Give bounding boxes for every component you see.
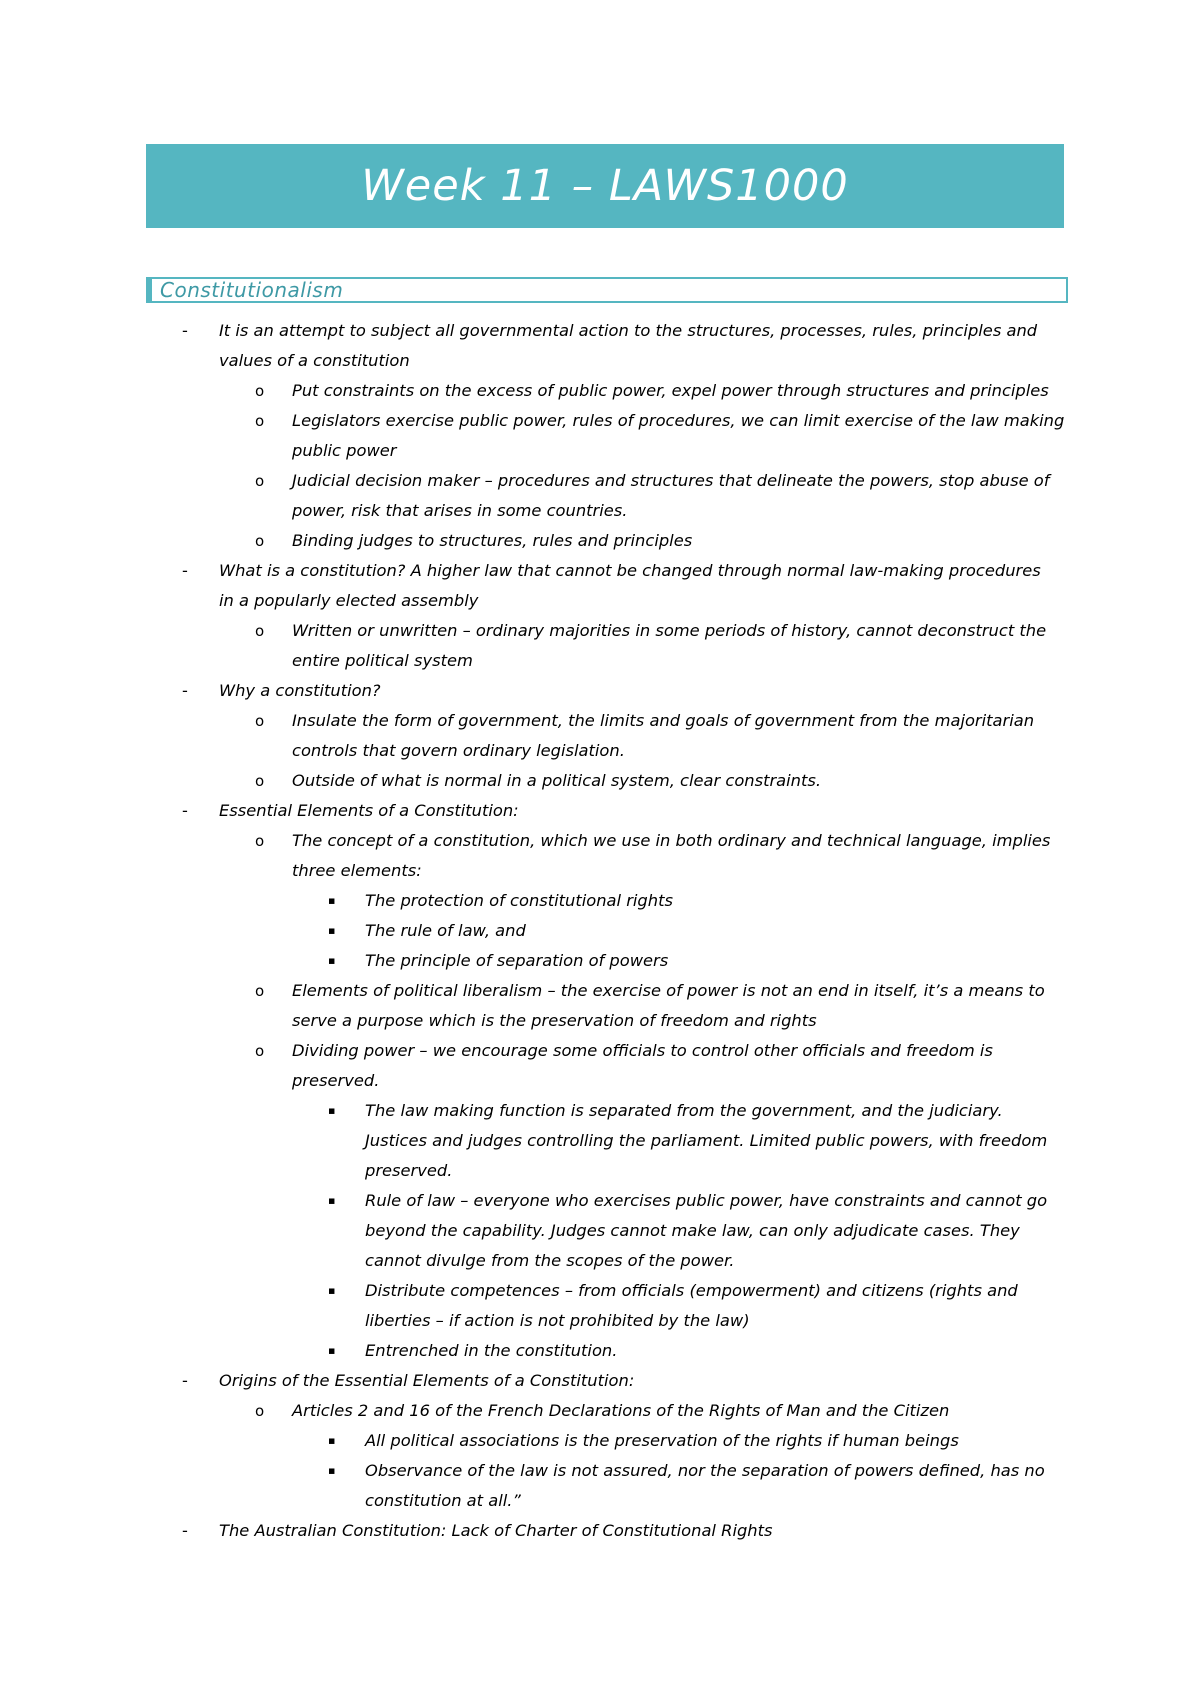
bullet-line (0, 886, 1200, 916)
bullet-text: three elements: (292, 861, 422, 880)
bullet-line (0, 316, 1200, 346)
bullet-line (0, 526, 1200, 556)
bullet-text: Why a constitution? (219, 681, 381, 700)
bullet-text: Origins of the Essential Elements of a Constitution: (219, 1371, 635, 1390)
bullet-line (0, 1306, 1200, 1336)
bullet-marker: - (182, 321, 188, 340)
bullet-marker: ▪ (328, 924, 336, 937)
bullet-text: Rule of law – everyone who exercises public power, have constraints and cannot go (365, 1191, 1048, 1210)
bullet-line (0, 1276, 1200, 1306)
bullet-text: values of a constitution (219, 351, 410, 370)
bullet-marker: o (255, 532, 265, 550)
bullet-line (0, 1366, 1200, 1396)
bullet-marker: ▪ (328, 1104, 336, 1117)
bullet-line (0, 376, 1200, 406)
bullet-marker: ▪ (328, 1194, 336, 1207)
bullet-text: Put constraints on the excess of public power, expel power through structures and principles (292, 381, 1049, 400)
bullet-text: serve a purpose which is the preservation of freedom and rights (292, 1011, 817, 1030)
bullet-line (0, 856, 1200, 886)
section-heading-text: Constitutionalism (160, 278, 344, 302)
bullet-marker: o (255, 472, 265, 490)
bullet-line (0, 616, 1200, 646)
bullet-text: cannot divulge from the scopes of the power. (365, 1251, 735, 1270)
bullet-line (0, 496, 1200, 526)
bullet-text: Articles 2 and 16 of the French Declarations of the Rights of Man and the Citizen (292, 1401, 950, 1420)
bullet-line (0, 946, 1200, 976)
bullet-line (0, 1396, 1200, 1426)
bullet-line (0, 586, 1200, 616)
section-heading (146, 277, 1068, 303)
bullet-text: Essential Elements of a Constitution: (219, 801, 519, 820)
bullet-marker: o (255, 1402, 265, 1420)
bullet-text: The principle of separation of powers (365, 951, 669, 970)
bullet-text: beyond the capability. Judges cannot make law, can only adjudicate cases. They (365, 1221, 1020, 1240)
bullet-text: entire political system (292, 651, 473, 670)
bullet-marker: o (255, 412, 265, 430)
bullet-text: Legislators exercise public power, rules of procedures, we can limit exercise of the law making (292, 411, 1065, 430)
bullet-line (0, 1066, 1200, 1096)
bullet-text: public power (292, 441, 397, 460)
bullet-line (0, 706, 1200, 736)
bullet-marker: ▪ (328, 1434, 336, 1447)
bullet-text: power, risk that arises in some countries. (292, 501, 628, 520)
bullet-line (0, 1006, 1200, 1036)
bullet-marker: ▪ (328, 1284, 336, 1297)
bullet-marker: o (255, 1042, 265, 1060)
bullet-marker: ▪ (328, 894, 336, 907)
bullet-marker: - (182, 801, 188, 820)
bullet-text: liberties – if action is not prohibited by the law) (365, 1311, 750, 1330)
bullet-text: Written or unwritten – ordinary majorities in some periods of history, cannot deconstruct the (292, 621, 1047, 640)
bullet-line (0, 646, 1200, 676)
bullet-text: Distribute competences – from officials (empowerment) and citizens (rights and (365, 1281, 1018, 1300)
bullet-marker: o (255, 712, 265, 730)
bullet-marker: o (255, 772, 265, 790)
bullet-marker: - (182, 1371, 188, 1390)
bullet-marker: - (182, 1521, 188, 1540)
bullet-marker: ▪ (328, 954, 336, 967)
bullet-text: Justices and judges controlling the parliament. Limited public powers, with freedom (365, 1131, 1048, 1150)
bullet-text: The rule of law, and (365, 921, 526, 940)
bullet-text: It is an attempt to subject all governmental action to the structures, processes, rules, principles and (219, 321, 1038, 340)
title-banner (146, 144, 1064, 228)
bullet-text: The law making function is separated from the government, and the judiciary. (365, 1101, 1003, 1120)
bullet-line (0, 556, 1200, 586)
bullet-line (0, 1336, 1200, 1366)
bullet-line (0, 1426, 1200, 1456)
bullet-text: preserved. (365, 1161, 453, 1180)
bullet-text: Dividing power – we encourage some officials to control other officials and freedom is (292, 1041, 993, 1060)
bullet-line (0, 766, 1200, 796)
bullet-marker: ▪ (328, 1344, 336, 1357)
bullet-text: The concept of a constitution, which we use in both ordinary and technical language, implies (292, 831, 1051, 850)
bullet-line (0, 1126, 1200, 1156)
bullet-text: Elements of political liberalism – the exercise of power is not an end in itself, it’s a means to (292, 981, 1045, 1000)
bullet-marker: - (182, 561, 188, 580)
bullet-line (0, 466, 1200, 496)
bullet-line (0, 1486, 1200, 1516)
bullet-text: All political associations is the preservation of the rights if human beings (365, 1431, 959, 1450)
document-body (0, 316, 1200, 1546)
bullet-line (0, 1216, 1200, 1246)
bullet-text: constitution at all.” (365, 1491, 521, 1510)
bullet-text: Judicial decision maker – procedures and structures that delineate the powers, stop abuse of (292, 471, 1050, 490)
bullet-text: Outside of what is normal in a political system, clear constraints. (292, 771, 822, 790)
bullet-marker: o (255, 622, 265, 640)
bullet-line (0, 676, 1200, 706)
bullet-text: in a popularly elected assembly (219, 591, 479, 610)
bullet-line (0, 796, 1200, 826)
bullet-marker: o (255, 382, 265, 400)
bullet-line (0, 346, 1200, 376)
bullet-text: preserved. (292, 1071, 380, 1090)
bullet-text: Binding judges to structures, rules and principles (292, 531, 693, 550)
bullet-marker: - (182, 681, 188, 700)
bullet-line (0, 976, 1200, 1006)
bullet-line (0, 1186, 1200, 1216)
document-title: Week 11 – LAWS1000 (361, 161, 849, 211)
bullet-line (0, 1516, 1200, 1546)
bullet-line (0, 436, 1200, 466)
bullet-line (0, 1456, 1200, 1486)
bullet-line (0, 826, 1200, 856)
bullet-text: controls that govern ordinary legislation. (292, 741, 625, 760)
bullet-line (0, 406, 1200, 436)
bullet-text: The protection of constitutional rights (365, 891, 673, 910)
bullet-line (0, 1246, 1200, 1276)
bullet-text: The Australian Constitution: Lack of Charter of Constitutional Rights (219, 1521, 773, 1540)
bullet-line (0, 916, 1200, 946)
bullet-line (0, 1036, 1200, 1066)
bullet-marker: o (255, 982, 265, 1000)
bullet-marker: ▪ (328, 1464, 336, 1477)
bullet-text: Entrenched in the constitution. (365, 1341, 618, 1360)
bullet-text: What is a constitution? A higher law that cannot be changed through normal law-making procedures (219, 561, 1041, 580)
bullet-text: Observance of the law is not assured, nor the separation of powers defined, has no (365, 1461, 1045, 1480)
bullet-line (0, 736, 1200, 766)
bullet-line (0, 1096, 1200, 1126)
bullet-text: Insulate the form of government, the limits and goals of government from the majoritarian (292, 711, 1035, 730)
bullet-marker: o (255, 832, 265, 850)
bullet-line (0, 1156, 1200, 1186)
